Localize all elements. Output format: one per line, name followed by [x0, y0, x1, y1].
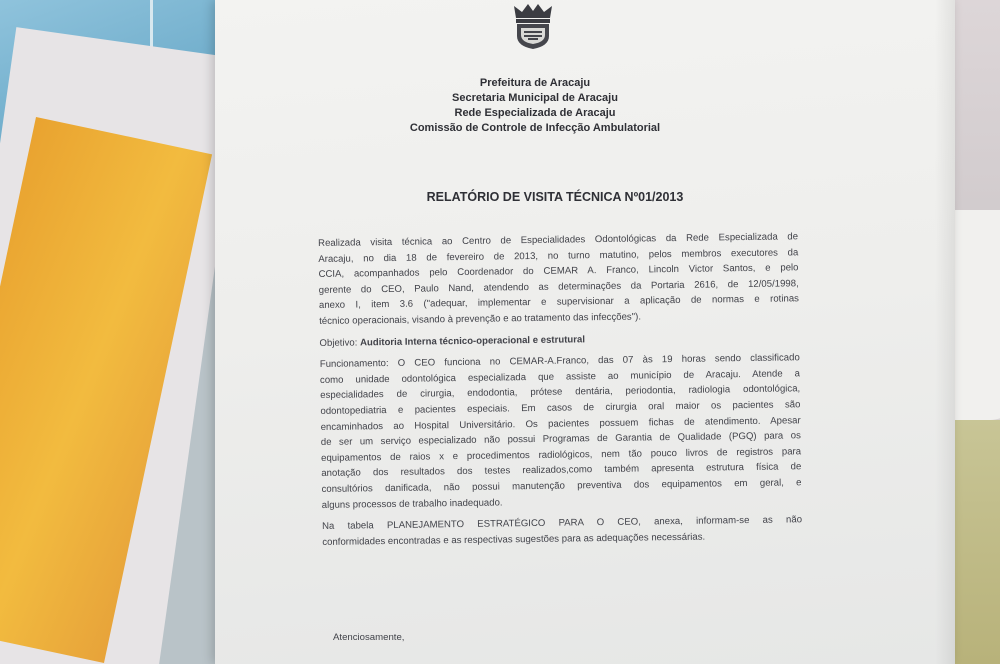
functioning-line: equipamentos de raios x e procedimentos radiológicos, nem tão pouco livros de registros para: [321, 445, 802, 464]
intro-line: Aracaju, no dia 18 de fevereiro de 2013, no turno matutino, pelos membros executores da: [318, 246, 799, 265]
intro-line: gerente do CEO, Paulo Nand, atendendo as determinações da Portaria 2616, de 12/05/1998,: [318, 278, 799, 296]
functioning-line: como unidade odontológica especializada que assiste ao município de Aracaju. Atende a: [319, 368, 801, 386]
intro-line: Realizada visita técnica ao Centro de Especialidades Odontológicas da Rede Especializada de: [318, 231, 799, 249]
functioning-line: consultórios danificada, não possui manutenção preventiva dos equipamentos em geral, e: [321, 477, 802, 495]
table-note-line: Na tabela PLANEJAMENTO ESTRATÉGICO PARA O CEO, anexa, informam-se as não: [321, 514, 803, 533]
closing-salutation: Atenciosamente,: [333, 632, 405, 643]
functioning-line: de ser um serviço especializado não possui Programas de Garantia de Qualidade (PGQ) para os: [320, 430, 801, 449]
functioning-line: especialidades de cirurgia, endodontia, prótese dentária, periodontia, radiologia odontológica,: [320, 383, 801, 402]
letterhead-line: Comissão de Controle de Infecção Ambulatorial: [409, 122, 661, 134]
functioning-line: odontopediatria e pacientes especiais. Em casos de cirurgia oral maior os pacientes são: [320, 399, 801, 417]
intro-line: CCIA, acompanhados pelo Coordenador do CEMAR A. Franco, Lincoln Victor Santos, e pelo: [318, 262, 799, 281]
functioning-line: encaminhados ao Hospital Universitário. Os pacientes possuem fichas de atendimento. Apesar: [320, 414, 801, 433]
intro-line: técnico operacionais, visando à prevenção e ao tratamento das infecções").: [319, 311, 642, 327]
table-note-line: conformidades encontradas e as respectivas sugestões para as adequações necessárias.: [322, 531, 706, 548]
letterhead-line: Secretaria Municipal de Aracaju: [452, 92, 618, 104]
letterhead-line: Prefeitura de Aracaju: [479, 77, 591, 89]
document-page: [215, 0, 955, 664]
objective-label: Objetivo:: [319, 336, 361, 349]
document-title: RELATÓRIO DE VISITA TÉCNICA Nº01/2013: [426, 190, 684, 204]
functioning-line: Funcionamento: O CEO funciona no CEMAR-A.Franco, das 07 às 19 horas sendo classificado: [319, 352, 800, 371]
functioning-line: alguns processos de trabalho inadequado.: [321, 496, 503, 511]
report-body: [318, 229, 802, 550]
intro-line: anexo I, item 3.6 ("adequar, implementar e supervisionar a aplicação de normas e rotinas: [318, 293, 800, 312]
functioning-line: anotação dos resultados dos testes realizados,como também apresenta estrutura física de: [321, 461, 802, 480]
letterhead: [385, 76, 685, 136]
municipal-crest-icon: [508, 2, 558, 50]
letterhead-line: Rede Especializada de Aracaju: [454, 107, 616, 119]
objective-value: Auditoria Interna técnico-operacional e estrutural: [359, 333, 586, 348]
